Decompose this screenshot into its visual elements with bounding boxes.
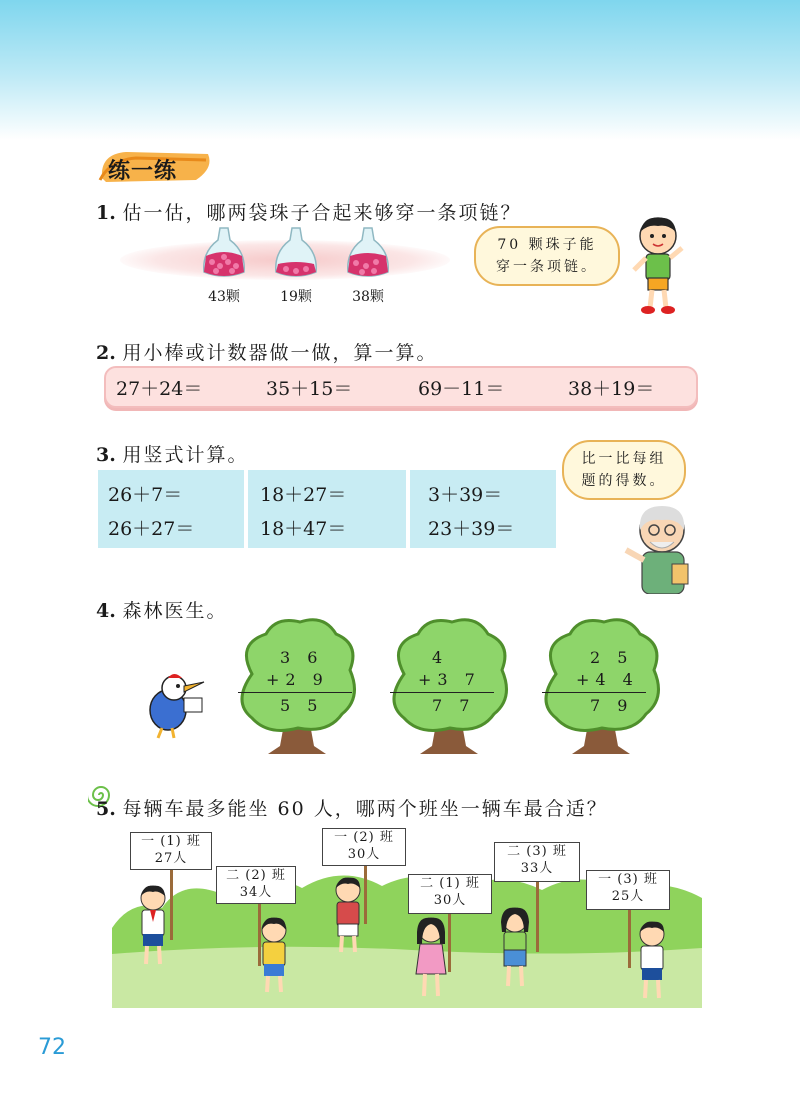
calc-equation: 18＋47＝ [260, 518, 347, 540]
speech-bubble-boy [474, 226, 620, 286]
bead-bag-icon [200, 226, 248, 278]
child-icon [328, 876, 368, 958]
sign-count: 27人 [154, 851, 188, 866]
question-4-text: 森林医生。 [122, 600, 228, 622]
tree-line: 3 6 [280, 648, 324, 667]
tree-rule [390, 692, 494, 693]
bubble-line: 穿一条项链。 [496, 259, 598, 275]
question-2 [96, 338, 437, 365]
top-gradient-band [0, 0, 800, 140]
page-number: 72 [38, 1035, 66, 1060]
bubble-line: 比一比每组 [581, 451, 667, 467]
section-tab [96, 148, 214, 184]
equation: 35＋15＝ [266, 378, 353, 400]
question-1 [96, 198, 521, 225]
child-icon [254, 916, 294, 998]
sign-class: 二 (3) 班 [507, 844, 567, 859]
child-icon [632, 920, 672, 1004]
bubble-line: 题的得数。 [581, 473, 667, 489]
sign-post [628, 908, 631, 968]
question-4 [96, 596, 227, 623]
bag-label: 19颗 [280, 289, 312, 305]
grandpa-character-icon [620, 500, 694, 594]
question-5-number: 5. [96, 798, 116, 820]
sign-post [536, 880, 539, 952]
class-sign [322, 828, 406, 866]
bag-label: 43颗 [208, 289, 240, 305]
sign-class: 二 (1) 班 [420, 876, 480, 891]
class-sign [408, 874, 492, 914]
tree-line: +4 4 [576, 670, 639, 689]
tree-line: 7 9 [590, 696, 634, 715]
bag-label: 38颗 [352, 289, 384, 305]
question-5 [96, 794, 608, 821]
child-icon [132, 884, 174, 970]
bubble-line: 70 颗珠子能 [497, 237, 597, 253]
question-3 [96, 440, 248, 467]
question-3-number: 3. [96, 444, 116, 466]
bead-bag-icon [272, 226, 320, 278]
equation: 27＋24＝ [116, 378, 203, 400]
sign-count: 30人 [347, 847, 381, 862]
class-sign [216, 866, 296, 904]
tree-rule [542, 692, 646, 693]
speech-bubble-grandpa [562, 440, 686, 500]
question-2-number: 2. [96, 342, 116, 364]
question-3-text: 用竖式计算。 [122, 444, 249, 466]
tree-line: 4 [432, 648, 449, 667]
sign-count: 33人 [520, 861, 554, 876]
tree-line: 2 5 [590, 648, 634, 667]
child-icon [494, 906, 536, 992]
boy-character-icon [626, 212, 690, 316]
woodpecker-icon [138, 668, 208, 740]
sign-class: 一 (1) 班 [141, 834, 201, 849]
class-sign [130, 832, 212, 870]
sign-count: 30人 [433, 893, 467, 908]
calc-equation: 18＋27＝ [260, 484, 347, 506]
section-label: 练一练 [108, 159, 178, 184]
question-1-number: 1. [96, 202, 116, 224]
sign-class: 一 (3) 班 [598, 872, 658, 887]
question-4-number: 4. [96, 600, 116, 622]
class-sign [494, 842, 580, 882]
calc-equation: 26＋7＝ [108, 484, 183, 506]
calc-equation: 26＋27＝ [108, 518, 195, 540]
question-2-text: 用小棒或计数器做一做，算一算。 [122, 342, 438, 364]
calc-equation: 23＋39＝ [428, 518, 515, 540]
bead-bag-icon [344, 226, 392, 278]
question-1-text: 估一估，哪两袋珠子合起来够穿一条项链？ [122, 202, 522, 224]
equation: 69－11＝ [418, 378, 505, 400]
sign-count: 34人 [239, 885, 273, 900]
sign-count: 25人 [611, 889, 645, 904]
tree-line: 7 7 [432, 696, 476, 715]
tree-line: +2 9 [266, 670, 329, 689]
question-5-text: 每辆车最多能坐 60 人，哪两个班坐一辆车最合适？ [122, 798, 608, 820]
equation: 38＋19＝ [568, 378, 655, 400]
child-icon [410, 916, 452, 1002]
tree-rule [238, 692, 352, 693]
sign-class: 一 (2) 班 [334, 830, 394, 845]
calc-equation: 3＋39＝ [428, 484, 503, 506]
class-sign [586, 870, 670, 910]
tree-line: +3 7 [418, 670, 481, 689]
tree-line: 5 5 [280, 696, 324, 715]
sign-class: 二 (2) 班 [226, 868, 286, 883]
